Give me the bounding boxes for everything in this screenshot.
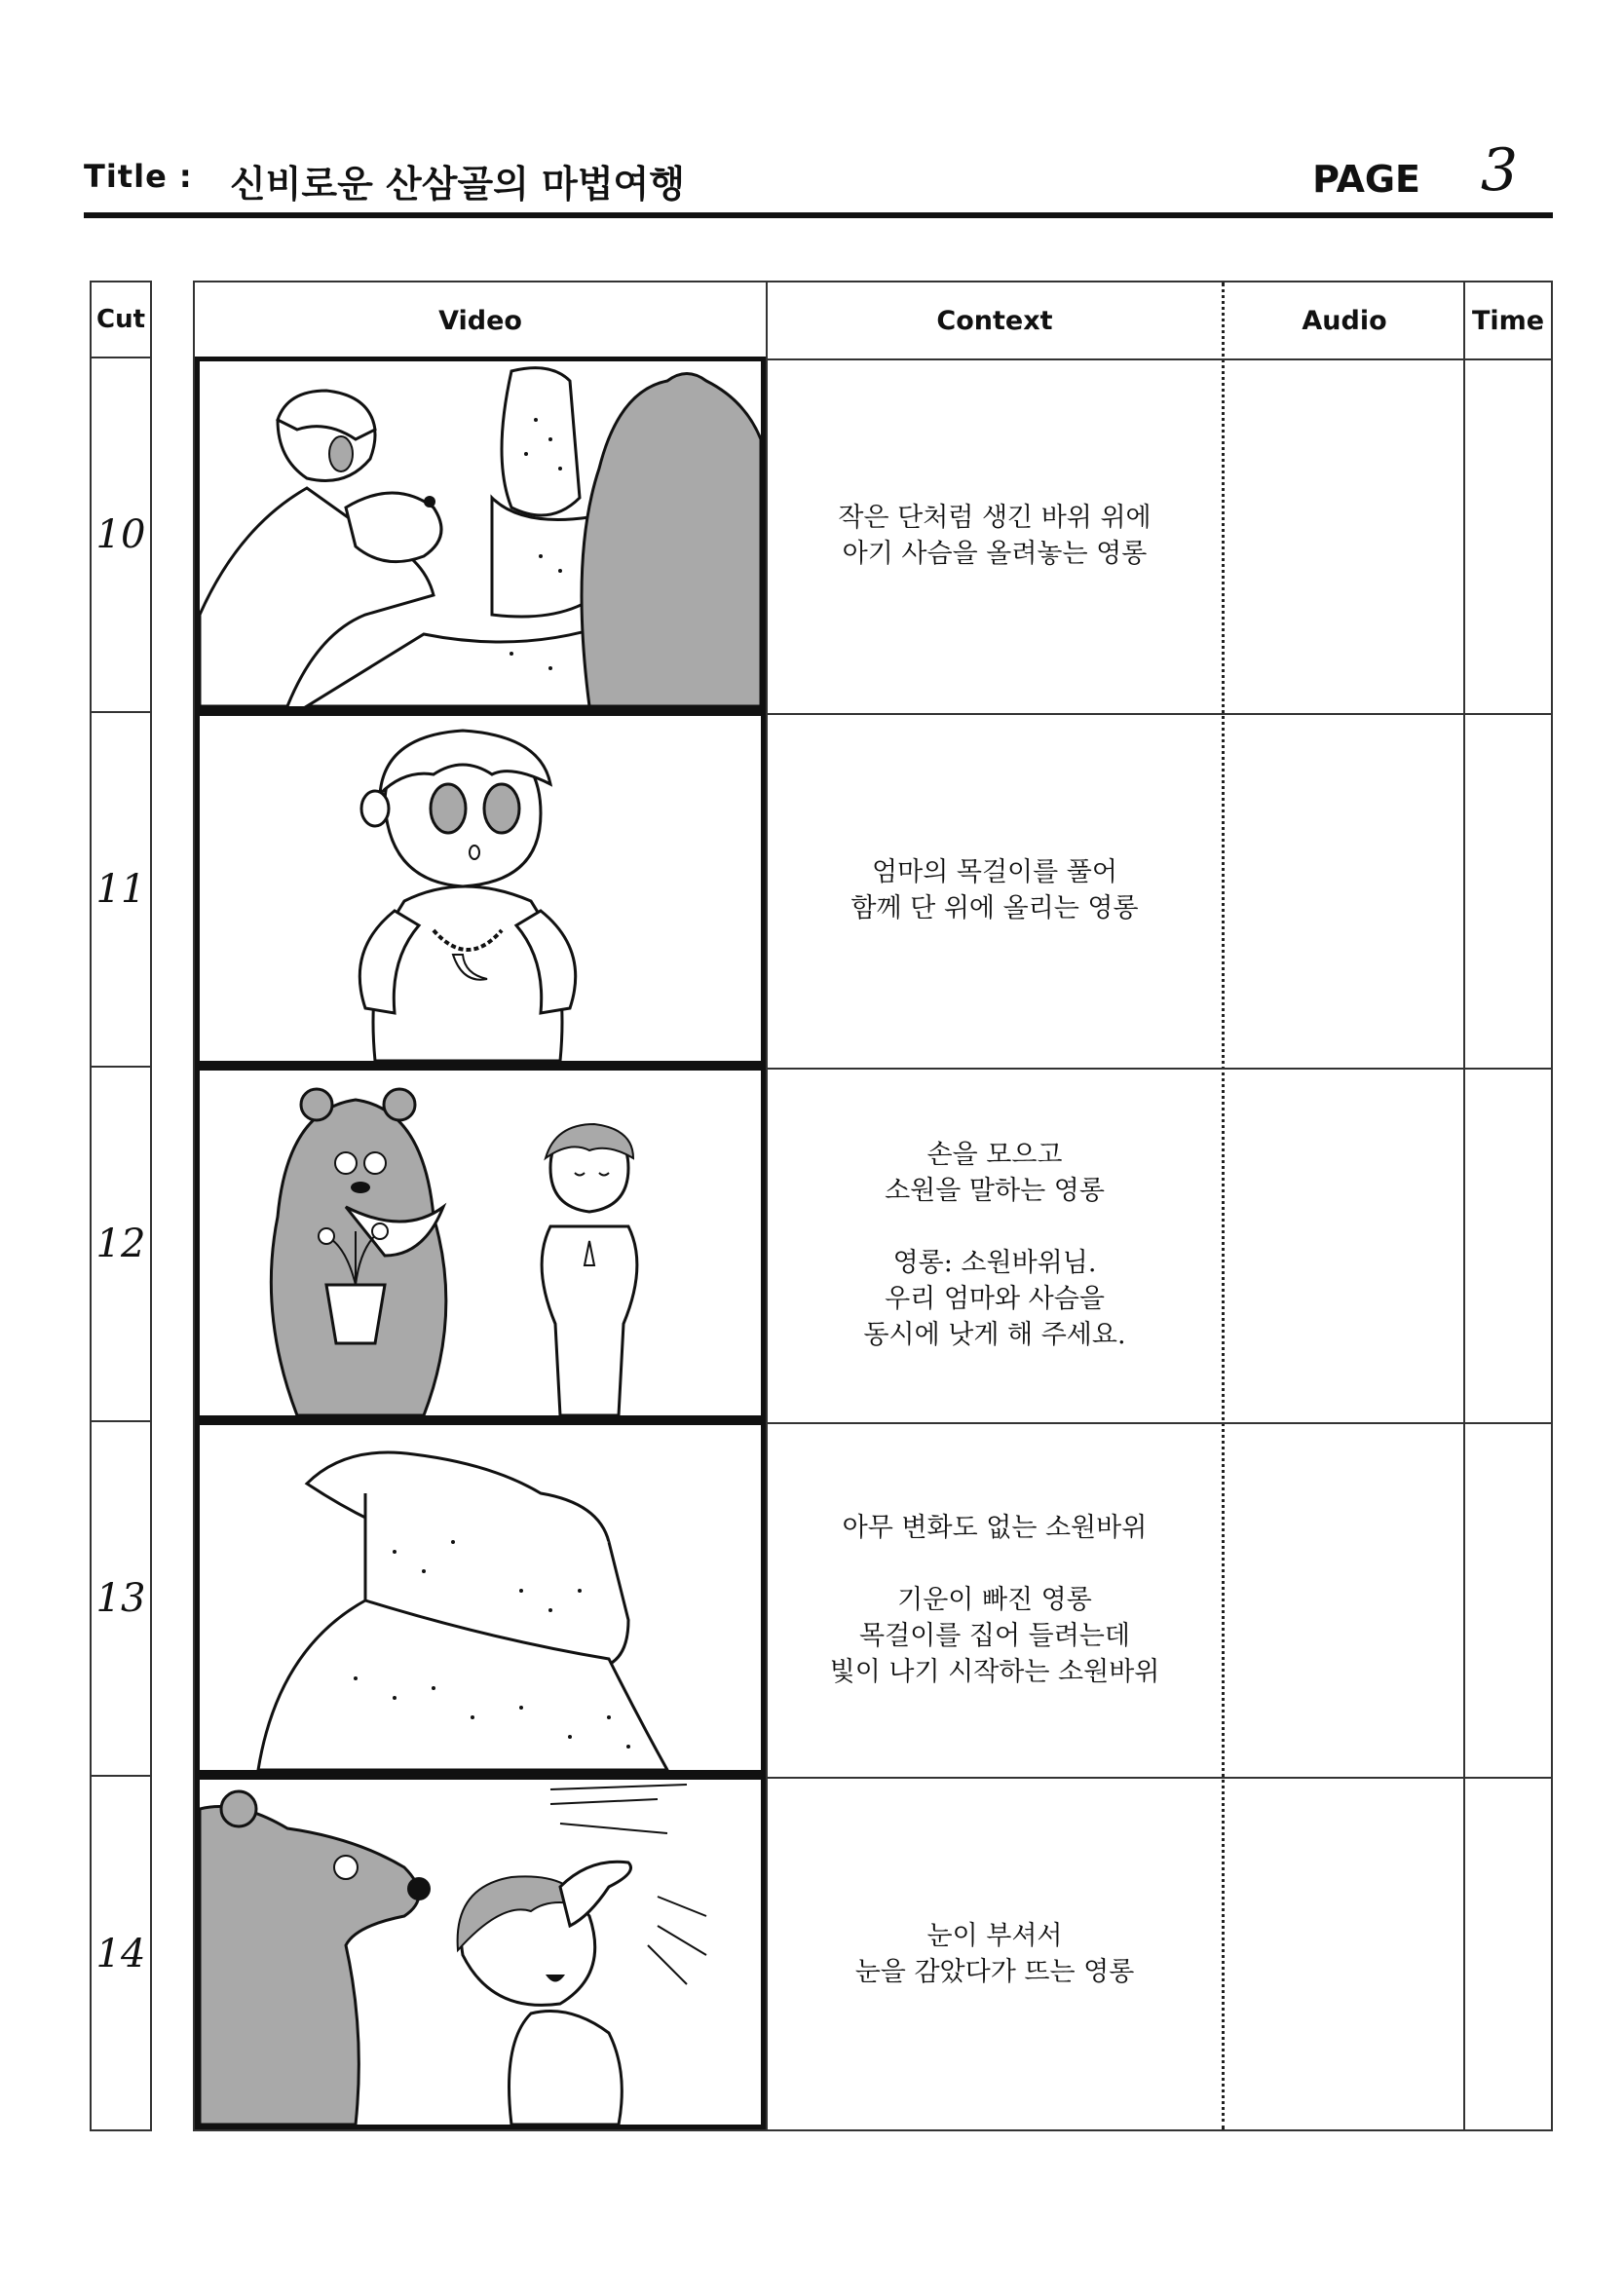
title-label: Title : [84,158,193,195]
context-text: 손을 모으고 소원을 말하는 영롱 영롱: 소원바위님. 우리 엄마와 사슴을 동시에 낫게 해 주세요. [863,1140,1126,1350]
cut-number: 12 [92,1068,150,1422]
cut-column [90,281,152,2131]
time-header: Time [1471,305,1545,336]
audio-header: Audio [1302,305,1387,336]
sheet-header [84,136,1553,220]
header-divider [84,212,1553,218]
sketch-bear-and-praying-boy [200,1071,761,1415]
video-frame-cut-14 [195,1775,766,2129]
context-text: 눈이 부셔서 눈을 감았다가 뜨는 영롱 [854,1921,1135,1987]
cut-header: Cut [92,282,150,358]
cut-number: 10 [92,358,150,713]
context-text: 엄마의 목걸이를 풀어 함께 단 위에 올리는 영롱 [850,857,1139,923]
sketch-boy-lifting-fawn [200,361,761,706]
video-frame-cut-10 [195,357,766,711]
video-frame-cut-13 [195,1420,766,1775]
sheet-title: 신비로운 산삼골의 마법여행 [230,163,685,206]
page-number: 3 [1480,136,1518,205]
context-text: 아무 변화도 없는 소원바위 기운이 빠진 영롱 목걸이를 집어 들려는데 빛이 나기 시작하는 소원바위 [829,1512,1160,1687]
page-label: PAGE [1312,158,1420,201]
context-text: 작은 단처럼 생긴 바위 위에 아기 사슴을 올려놓는 영롱 [838,503,1152,569]
cut-number: 13 [92,1422,150,1777]
cut-number: 14 [95,1932,146,1976]
sketch-boy-with-necklace [200,716,761,1061]
column-divider [1463,282,1465,2129]
context-header: Context [936,305,1053,336]
sketch-wishing-rock [200,1425,761,1770]
sketch-bear-and-dazzled-boy [200,1780,761,2125]
video-header: Video [438,305,522,336]
video-frame-cut-12 [195,1066,766,1420]
cut-number: 11 [92,713,150,1068]
video-frame-cut-11 [195,711,766,1066]
storyboard-table [193,281,1553,2131]
